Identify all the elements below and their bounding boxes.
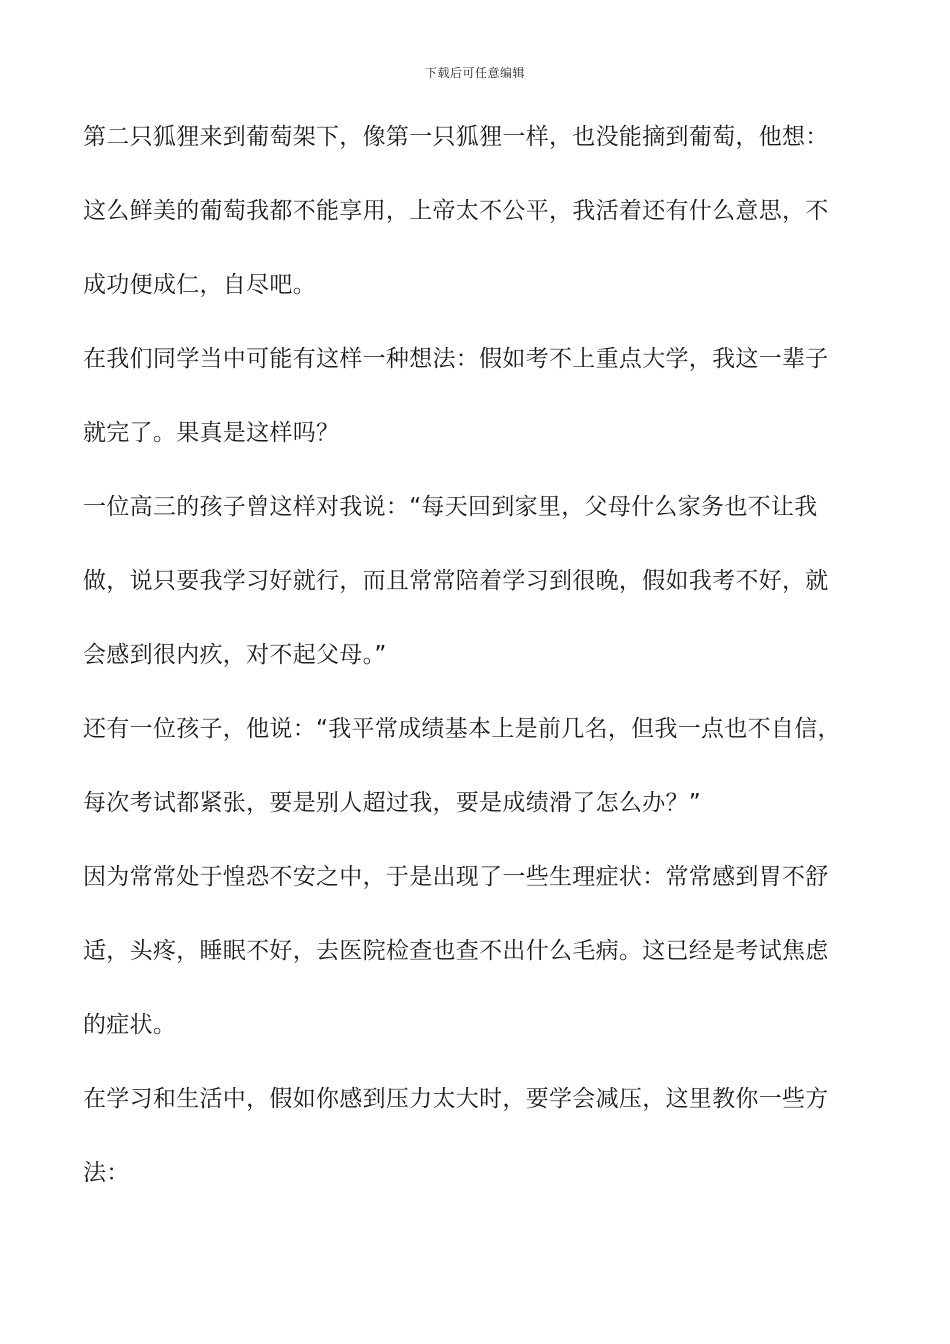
text-line: 在我们同学当中可能有这样一种想法：假如考不上重点大学，我这一辈子 xyxy=(83,346,829,372)
text-line: 第二只狐狸来到葡萄架下，像第一只狐狸一样，也没能摘到葡萄，他想： xyxy=(83,124,829,150)
text-line: 在学习和生活中，假如你感到压力太大时，要学会减压，这里教你一些方 xyxy=(83,1086,829,1112)
text-line: 的症状。 xyxy=(83,1012,177,1038)
text-line: 一位高三的孩子曾这样对我说：“每天回到家里，父母什么家务也不让我 xyxy=(83,494,818,520)
text-line: 会感到很内疚，对不起父母。” xyxy=(83,642,387,668)
text-line: 成功便成仁，自尽吧。 xyxy=(83,272,316,298)
text-line: 每次考试都紧张，要是别人超过我，要是成绩滑了怎么办？” xyxy=(83,790,702,816)
text-line: 就完了。果真是这样吗？ xyxy=(83,420,340,446)
text-line: 这么鲜美的葡萄我都不能享用，上帝太不公平，我活着还有什么意思，不 xyxy=(83,198,829,224)
page-header: 下载后可任意编辑 xyxy=(424,66,525,80)
text-line: 适，头疼，睡眠不好，去医院检查也查不出什么毛病。这已经是考试焦虑 xyxy=(83,938,829,964)
text-line: 因为常常处于惶恐不安之中，于是出现了一些生理症状：常常感到胃不舒 xyxy=(83,864,829,890)
text-line: 做，说只要我学习好就行，而且常常陪着学习到很晚，假如我考不好，就 xyxy=(83,568,829,594)
text-line: 还有一位孩子，他说：“我平常成绩基本上是前几名，但我一点也不自信， xyxy=(83,716,841,742)
text-line: 法： xyxy=(83,1160,130,1186)
